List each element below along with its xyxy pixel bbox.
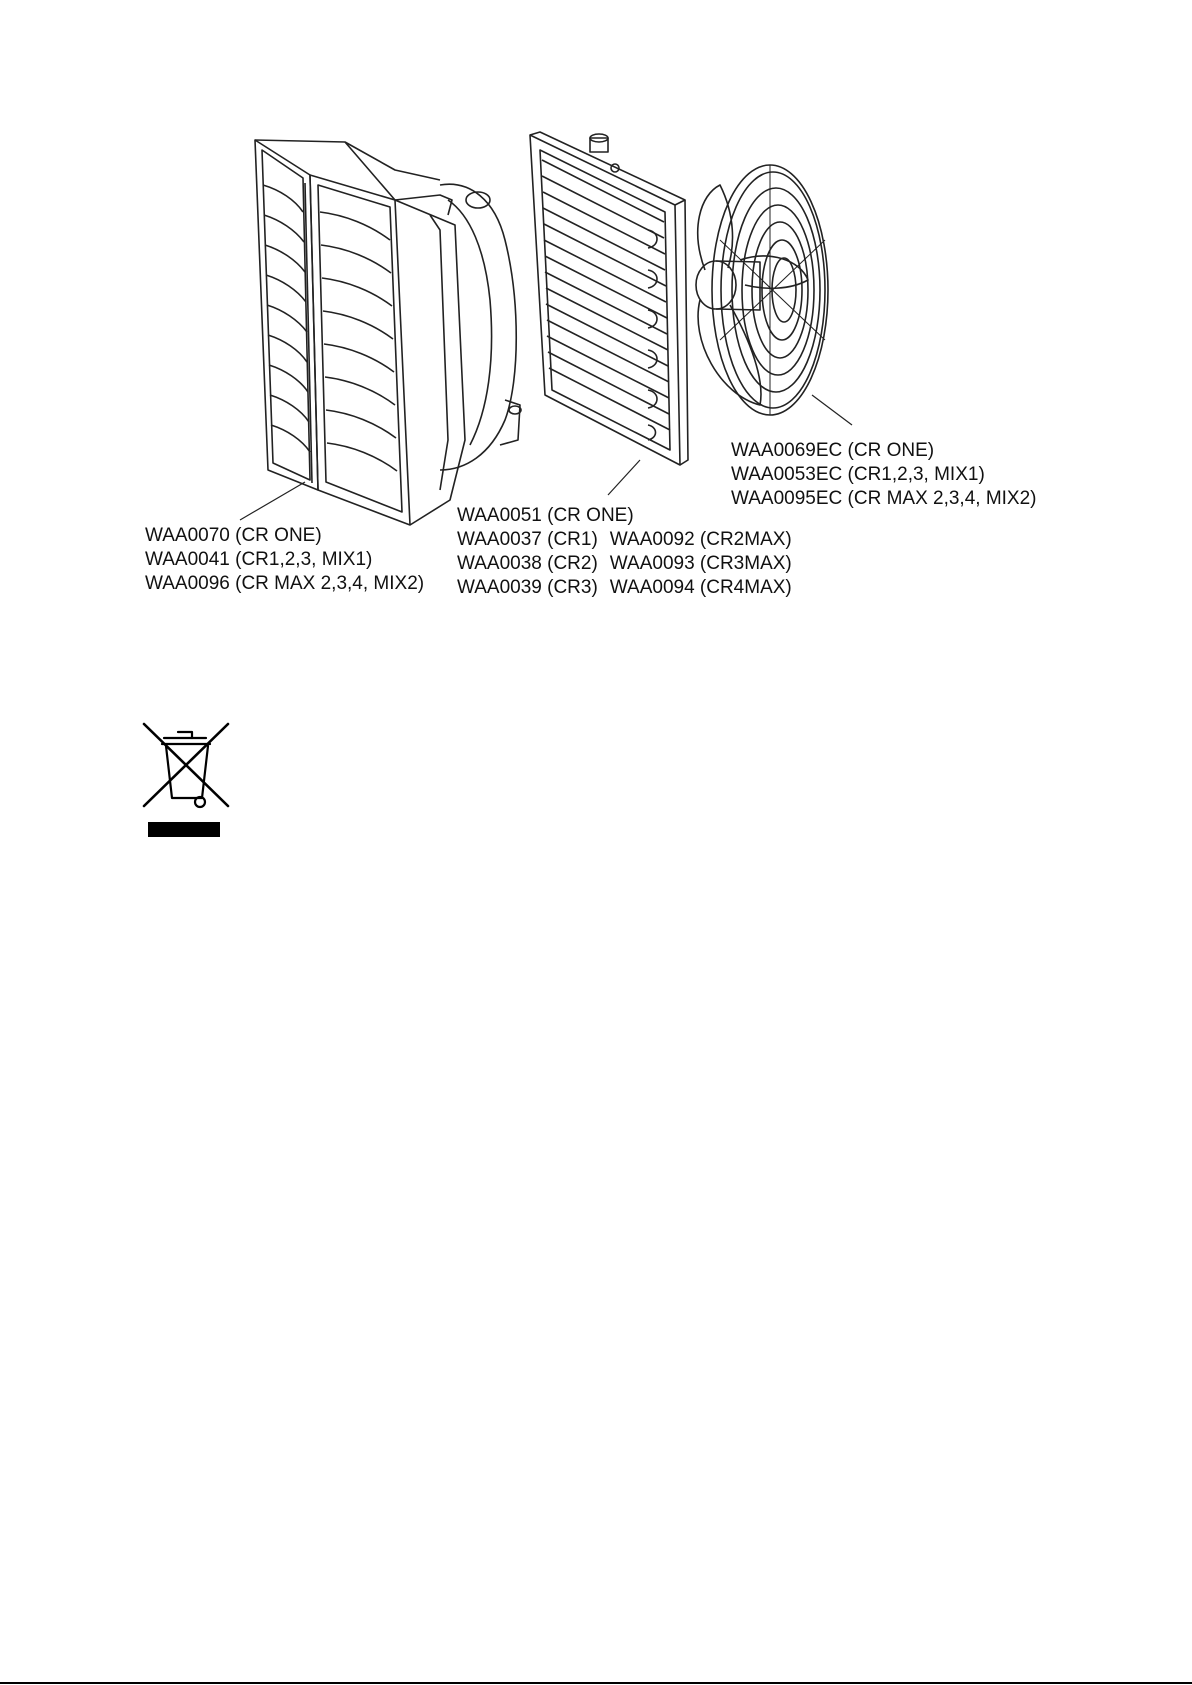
coil-label-left: WAA0037 (CR1) — [457, 529, 598, 550]
housing-label-line: WAA0096 (CR MAX 2,3,4, MIX2) — [145, 573, 425, 594]
housing-drawing — [240, 140, 521, 525]
fan-label-line: WAA0069EC (CR ONE) — [731, 440, 935, 461]
coil-label-right: WAA0094 (CR4MAX) — [609, 577, 792, 598]
coil-label-row — [457, 576, 792, 600]
coil-label-first: WAA0051 (CR ONE) — [457, 505, 634, 526]
crossed-out-wheelie-bin-icon — [140, 718, 232, 840]
footer-rule — [0, 1682, 1192, 1684]
coil-label-left: WAA0038 (CR2) — [457, 553, 598, 574]
fan-drawing — [696, 165, 852, 425]
coil-drawing — [530, 132, 688, 495]
housing-label-line: WAA0041 (CR1,2,3, MIX1) — [145, 549, 373, 570]
coil-part-labels — [457, 504, 792, 600]
coil-label-row — [457, 552, 792, 576]
coil-label-row — [457, 528, 792, 552]
fan-part-labels — [731, 439, 1037, 511]
coil-label-left: WAA0039 (CR3) — [457, 577, 598, 598]
housing-label-line: WAA0070 (CR ONE) — [145, 525, 322, 546]
fan-label-line: WAA0095EC (CR MAX 2,3,4, MIX2) — [731, 488, 1037, 509]
housing-part-labels — [145, 524, 424, 596]
fan-label-line: WAA0053EC (CR1,2,3, MIX1) — [731, 464, 985, 485]
coil-label-right: WAA0092 (CR2MAX) — [609, 529, 792, 550]
coil-label-right: WAA0093 (CR3MAX) — [609, 553, 792, 574]
